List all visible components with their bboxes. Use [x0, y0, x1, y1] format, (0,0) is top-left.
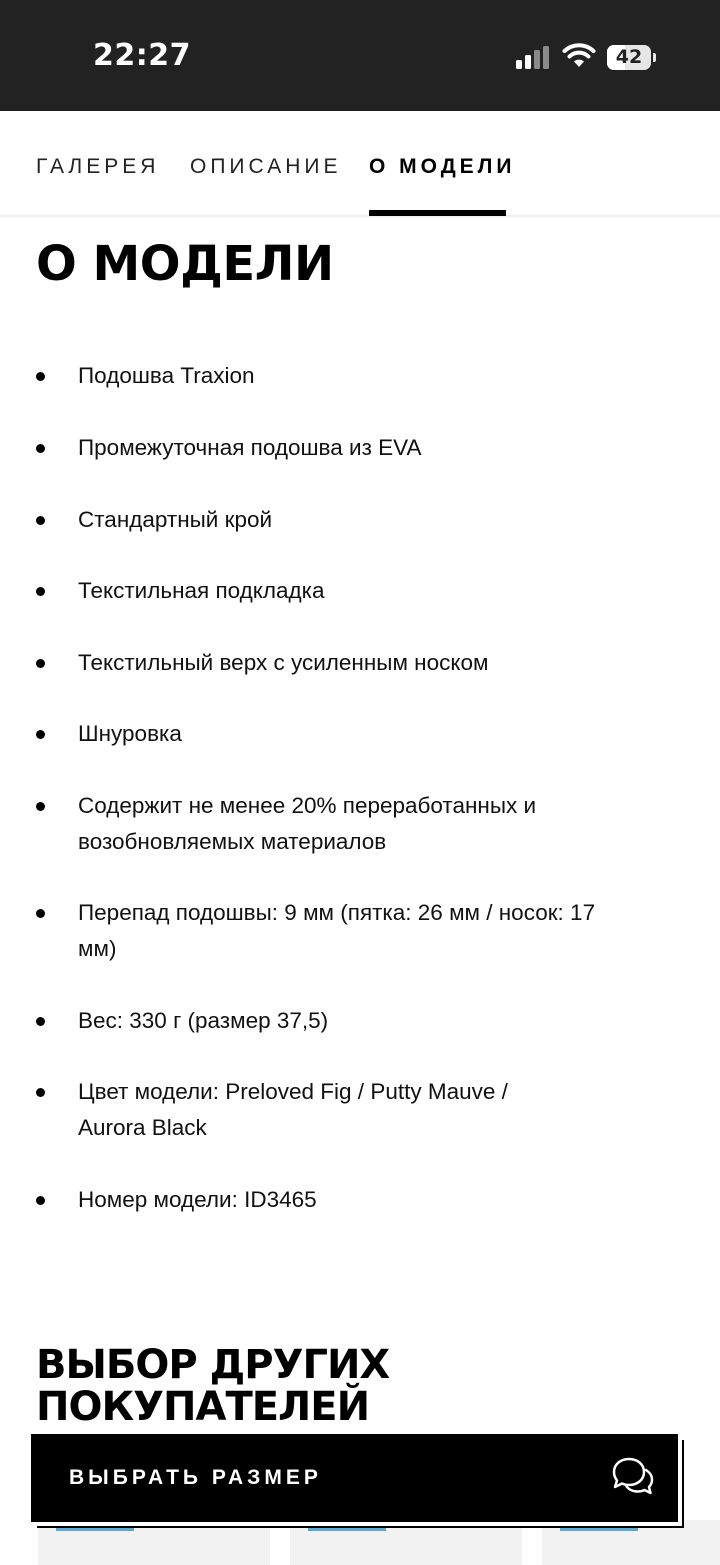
- bullet-icon: [36, 802, 45, 811]
- card-badge: [308, 1526, 386, 1531]
- bullet-icon: [36, 372, 45, 381]
- bullet-icon: [36, 1017, 45, 1026]
- feature-text: Стандартный крой: [78, 507, 273, 532]
- feature-text: Промежуточная подошва из EVA: [78, 435, 422, 460]
- feature-text: Содержит не менее 20% переработанных и возобновляемых материалов: [78, 793, 537, 854]
- list-item: [78, 358, 638, 394]
- bullet-icon: [36, 730, 45, 739]
- list-item: [78, 430, 638, 466]
- list-item: [78, 645, 638, 681]
- shoe-thumbnail-icon: [68, 1550, 248, 1565]
- choose-size-button[interactable]: [31, 1434, 678, 1522]
- bullet-icon: [36, 516, 45, 525]
- bullet-icon: [36, 444, 45, 453]
- feature-text: Подошва Traxion: [78, 363, 255, 388]
- feature-text: Текстильная подкладка: [78, 578, 325, 603]
- tab-about-model[interactable]: О МОДЕЛИ: [369, 155, 516, 178]
- cellular-signal-icon: [515, 46, 551, 70]
- feature-text: Текстильный верх с усиленным носком: [78, 650, 489, 675]
- bullet-icon: [36, 1196, 45, 1205]
- list-item: [78, 1074, 568, 1146]
- wifi-icon: [562, 43, 596, 69]
- list-item: [78, 895, 623, 967]
- feature-text: Цвет модели: Preloved Fig / Putty Mauve / Aurora Black: [78, 1079, 508, 1140]
- list-item: [78, 788, 598, 860]
- active-tab-indicator: [369, 210, 506, 216]
- section-title: О МОДЕЛИ: [36, 236, 334, 292]
- list-item: [78, 573, 638, 609]
- bullet-icon: [36, 659, 45, 668]
- card-badge: [560, 1526, 638, 1531]
- list-item: [78, 1003, 638, 1039]
- list-item: [78, 502, 638, 538]
- bullet-icon: [36, 1088, 45, 1097]
- bullet-icon: [36, 909, 45, 918]
- choose-size-label: ВЫБРАТЬ РАЗМЕР: [69, 1466, 322, 1489]
- feature-text: Шнуровка: [78, 721, 182, 746]
- product-card[interactable]: [290, 1520, 522, 1565]
- list-item: [78, 716, 638, 752]
- feature-text: Перепад подошвы: 9 мм (пятка: 26 мм / носок: 17 мм): [78, 900, 596, 961]
- product-card[interactable]: [38, 1520, 270, 1565]
- status-bar: [0, 0, 720, 111]
- product-tabs: [0, 111, 720, 217]
- list-item: [78, 1182, 638, 1218]
- feature-text: Вес: 330 г (размер 37,5): [78, 1008, 329, 1033]
- shoe-thumbnail-icon: [320, 1550, 500, 1565]
- recommendations-title: ВЫБОР ДРУГИХ ПОКУПАТЕЛЕЙ: [36, 1342, 390, 1430]
- battery-icon: [607, 45, 655, 70]
- bullet-icon: [36, 587, 45, 596]
- status-time: 22:27: [93, 38, 191, 73]
- tab-description[interactable]: ОПИСАНИЕ: [190, 155, 342, 178]
- card-badge: [56, 1526, 134, 1531]
- shoe-thumbnail-icon: [572, 1550, 720, 1565]
- feature-text: Номер модели: ID3465: [78, 1187, 317, 1212]
- tab-gallery[interactable]: ГАЛЕРЕЯ: [36, 155, 160, 178]
- product-card[interactable]: [542, 1520, 720, 1565]
- chat-bubbles-icon[interactable]: [610, 1456, 656, 1496]
- battery-level: 42: [615, 46, 643, 68]
